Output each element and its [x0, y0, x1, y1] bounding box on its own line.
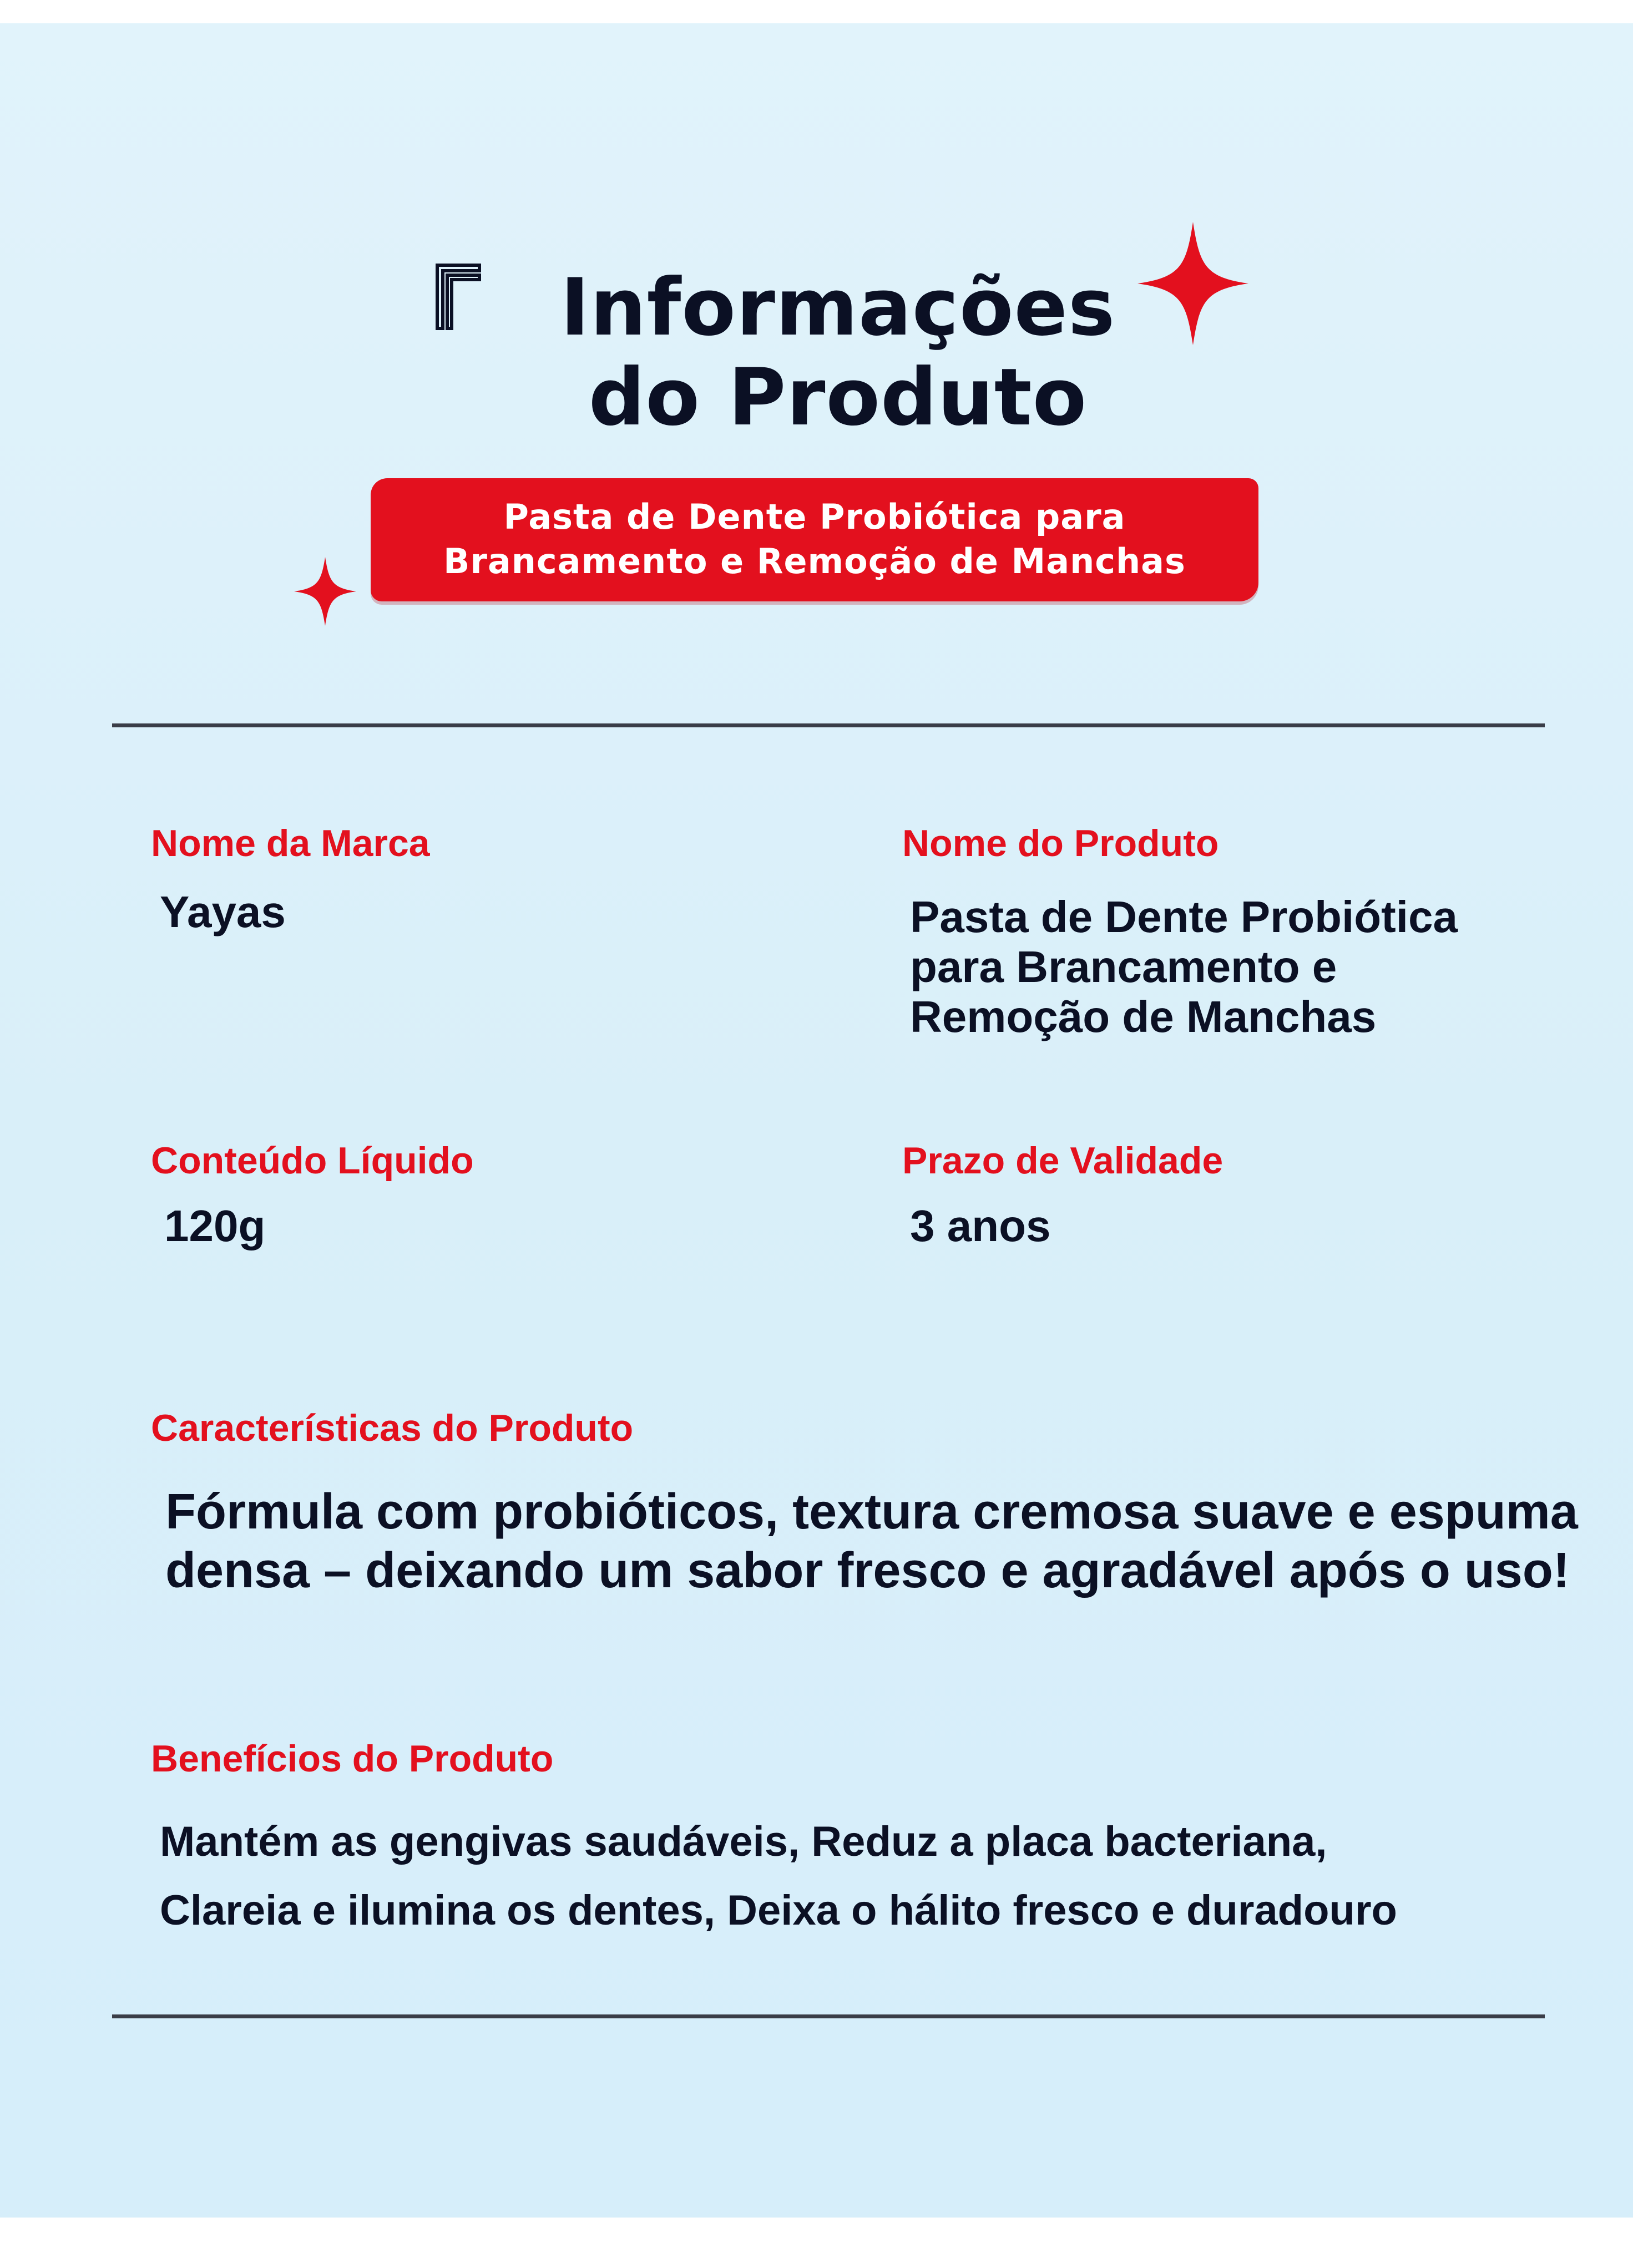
- subtitle-banner: [371, 478, 1258, 601]
- page-background: [0, 23, 1633, 2218]
- subtitle-line2: Brancamento e Remoção de Manchas: [443, 541, 1186, 581]
- sparkle-star-icon: [294, 557, 356, 626]
- product-name-line1: Pasta de Dente Probiótica: [910, 892, 1458, 941]
- top-divider: [112, 723, 1545, 727]
- features-value: [165, 1482, 1578, 1600]
- product-name-label: Nome do Produto: [902, 822, 1219, 864]
- brand-label: Nome da Marca: [151, 822, 430, 864]
- page-title: [477, 263, 1199, 443]
- features-line1: Fórmula com probióticos, textura cremosa suave e espuma: [165, 1484, 1578, 1540]
- product-name-line3: Remoção de Manchas: [910, 992, 1377, 1041]
- page-title-line2: do Produto: [588, 352, 1088, 443]
- benefits-label: Benefícios do Produto: [151, 1738, 554, 1780]
- net-content-value: 120g: [164, 1201, 266, 1251]
- features-label: Características do Produto: [151, 1407, 634, 1449]
- sparkle-star-icon: [1137, 222, 1248, 345]
- bottom-divider: [112, 2014, 1545, 2018]
- net-content-label: Conteúdo Líquido: [151, 1140, 474, 1182]
- benefits-value: [160, 1808, 1397, 1945]
- shelf-life-label: Prazo de Validade: [902, 1140, 1224, 1182]
- subtitle-text: [371, 495, 1258, 584]
- page-title-line1: Informações: [560, 262, 1116, 353]
- subtitle-line1: Pasta de Dente Probiótica para: [503, 497, 1126, 537]
- corner-bracket-icon: [435, 263, 482, 331]
- benefits-line1: Mantém as gengivas saudáveis, Reduz a placa bacteriana,: [160, 1818, 1327, 1865]
- features-line2: densa – deixando um sabor fresco e agradável após o uso!: [165, 1543, 1570, 1598]
- benefits-line2: Clareia e ilumina os dentes, Deixa o hálito fresco e duradouro: [160, 1887, 1397, 1934]
- product-name-value: [910, 892, 1458, 1042]
- shelf-life-value: 3 anos: [910, 1201, 1051, 1251]
- product-name-line2: para Brancamento e: [910, 942, 1337, 991]
- brand-value: Yayas: [160, 887, 286, 936]
